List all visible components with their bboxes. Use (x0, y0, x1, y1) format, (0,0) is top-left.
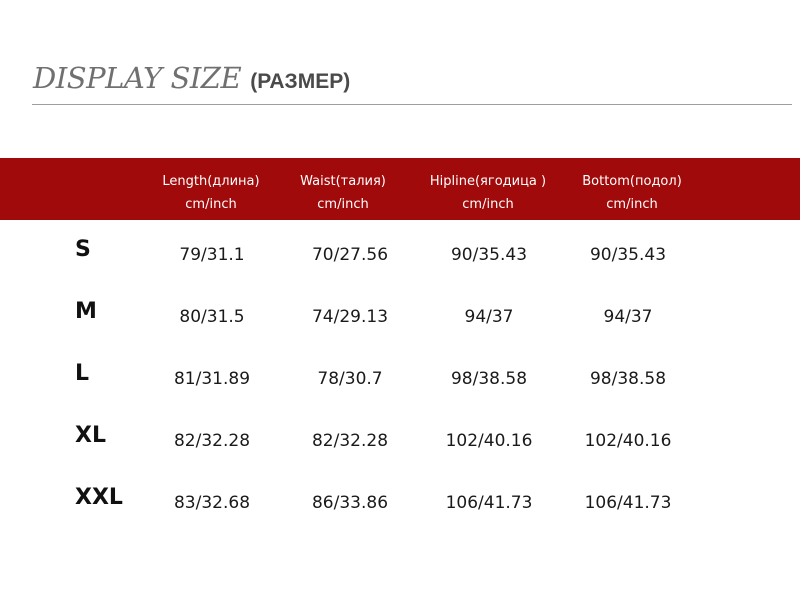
table-cell: 106/41.73 (445, 493, 533, 513)
table-cell: 94/37 (464, 307, 514, 327)
column-header-label: Bottom(подол) (582, 174, 682, 189)
column-header-unit: cm/inch (317, 197, 369, 212)
title-sub: (РАЗМЕР) (250, 70, 351, 93)
table-cell: 82/32.28 (311, 431, 389, 451)
column-header-hipline (408, 170, 568, 216)
table-cell: 98/38.58 (450, 369, 528, 389)
column-header-waist (263, 170, 423, 216)
table-cell: 80/31.5 (179, 307, 245, 327)
table-cell: 81/31.89 (173, 369, 251, 389)
title-main: DISPLAY SIZE (33, 61, 242, 95)
size-label-l: L (75, 361, 90, 386)
column-header-bottom (552, 170, 712, 216)
table-cell: 70/27.56 (311, 245, 389, 265)
size-label-s: S (75, 237, 91, 262)
column-header-label: Waist(талия) (300, 174, 386, 189)
table-cell: 83/32.68 (173, 493, 251, 513)
table-cell: 102/40.16 (445, 431, 533, 451)
page-title (33, 58, 350, 103)
table-cell: 78/30.7 (317, 369, 383, 389)
title-divider (32, 104, 792, 105)
table-cell: 94/37 (603, 307, 653, 327)
table-cell: 98/38.58 (589, 369, 667, 389)
column-header-unit: cm/inch (606, 197, 658, 212)
size-label-m: M (75, 299, 97, 324)
table-cell: 102/40.16 (584, 431, 672, 451)
table-cell: 106/41.73 (584, 493, 672, 513)
table-cell: 90/35.43 (589, 245, 667, 265)
size-label-xxl: XXL (75, 485, 123, 510)
table-cell: 86/33.86 (311, 493, 389, 513)
column-header-label: Hipline(ягодица ) (429, 174, 547, 189)
column-header-label: Length(длина) (162, 174, 260, 189)
table-cell: 82/32.28 (173, 431, 251, 451)
table-cell: 79/31.1 (179, 245, 245, 265)
column-header-unit: cm/inch (462, 197, 514, 212)
table-header (0, 158, 800, 220)
table-cell: 90/35.43 (450, 245, 528, 265)
column-header-unit: cm/inch (185, 197, 237, 212)
table-cell: 74/29.13 (311, 307, 389, 327)
size-label-xl: XL (75, 423, 106, 448)
